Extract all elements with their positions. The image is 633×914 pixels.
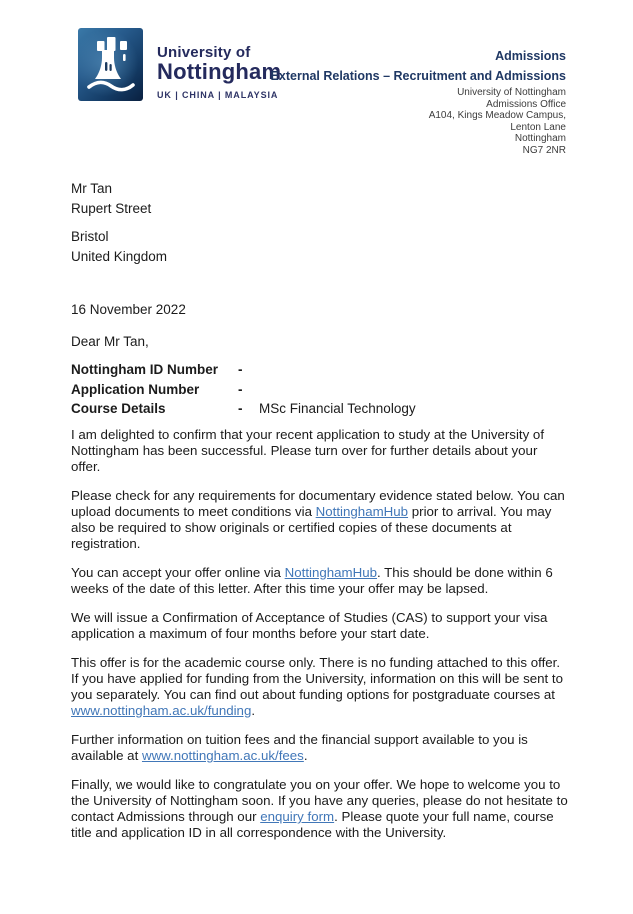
detail-separator: - [238, 362, 243, 377]
fees-link[interactable]: www.nottingham.ac.uk/fees [141, 748, 304, 763]
recipient-line: Bristol [71, 229, 109, 244]
recipient-line: Mr Tan [71, 181, 113, 196]
office-address [271, 87, 566, 156]
paragraph-text: We will issue a Confirmation of Acceptance of Studies (CAS) to support your visa application a maximum of four months before your start date. [71, 610, 548, 641]
detail-label: Nottingham ID Number [71, 362, 218, 377]
detail-row [71, 399, 416, 419]
letter-paragraph [71, 565, 568, 597]
campuses-label: UK | CHINA | MALAYSIA [157, 90, 279, 100]
paragraph-text: . [251, 703, 256, 718]
letter-paragraph [71, 488, 568, 552]
detail-separator: - [238, 381, 243, 397]
letterhead-right [271, 49, 566, 156]
paragraph-text: . This should be done within 6 weeks of the date of this letter. After this time your offer may be lapsed. [71, 565, 553, 596]
office-address-line: Admissions Office [486, 98, 566, 110]
detail-row [71, 360, 416, 380]
recipient-blank-line [71, 218, 167, 227]
wordmark-line2: Nottingham [157, 59, 282, 84]
recipient-address [71, 179, 167, 266]
detail-separator: - [238, 401, 243, 416]
university-logo [78, 28, 143, 101]
nottinghamhub-upload-link[interactable]: NottinghamHub [315, 504, 409, 519]
paragraph-text: Further information on tuition fees and the financial support available to you is available at [71, 732, 528, 763]
paragraph-text: Finally, we would like to congratulate you on your offer. We hope to welcome you to the University of Nottingham soon. If you have any queries, please do not hesitate to contact Admissions through our [71, 777, 568, 824]
office-address-line: A104, Kings Meadow Campus, [428, 110, 566, 121]
paragraph-text: Please check for any requirements for documentary evidence stated below. You can upload documents to meet conditions via [71, 488, 565, 519]
paragraph-text: You can accept your offer online via [71, 565, 285, 580]
paragraph-text: . Please quote your full name, course title and application ID in all correspondence with the University. [71, 809, 554, 840]
paragraph-text: This offer is for the academic course only. There is no funding attached to this offer. If you have applied for funding from the University, information on this will be sent to you separately. You can find out about funding options for postgraduate courses at [71, 655, 563, 702]
department-title: Admissions [495, 49, 566, 63]
letter-paragraph [71, 610, 568, 642]
enquiry-form-link[interactable]: enquiry form [260, 809, 335, 824]
recipient-line: United Kingdom [71, 248, 168, 264]
recipient-line: Rupert Street [71, 200, 152, 216]
funding-link[interactable]: www.nottingham.ac.uk/funding [71, 703, 252, 718]
application-details [71, 360, 416, 419]
wordmark-line1: University of [157, 44, 251, 61]
detail-label: Application Number [71, 381, 200, 397]
paragraph-text: I am delighted to confirm that your recent application to study at the University of Nottingham has been successful. Please turn over for further details about your offer. [71, 427, 545, 474]
paragraph-text: prior to arrival. You may also be required to show originals or certified copies of these documents at registration. [71, 504, 552, 551]
detail-value: MSc Financial Technology [259, 401, 416, 416]
letter-paragraph [71, 732, 568, 764]
castle-icon [78, 28, 143, 101]
nottinghamhub-accept-link[interactable]: NottinghamHub [284, 565, 378, 580]
detail-label: Course Details [71, 401, 166, 416]
paragraph-text: . [303, 748, 308, 763]
salutation: Dear Mr Tan, [71, 334, 149, 349]
letter-date: 16 November 2022 [71, 302, 186, 317]
office-address-line: NG7 2NR [522, 144, 566, 156]
detail-row [71, 380, 416, 400]
office-address-line: University of Nottingham [457, 87, 566, 98]
letter-body [71, 427, 568, 854]
department-subtitle: External Relations – Recruitment and Admissions [270, 69, 566, 83]
letter-paragraph [71, 777, 568, 841]
letter-paragraph [71, 655, 568, 719]
university-wordmark [157, 45, 281, 100]
letter-paragraph [71, 427, 568, 475]
office-address-line: Lenton Lane [510, 121, 566, 133]
office-address-line: Nottingham [514, 133, 566, 144]
